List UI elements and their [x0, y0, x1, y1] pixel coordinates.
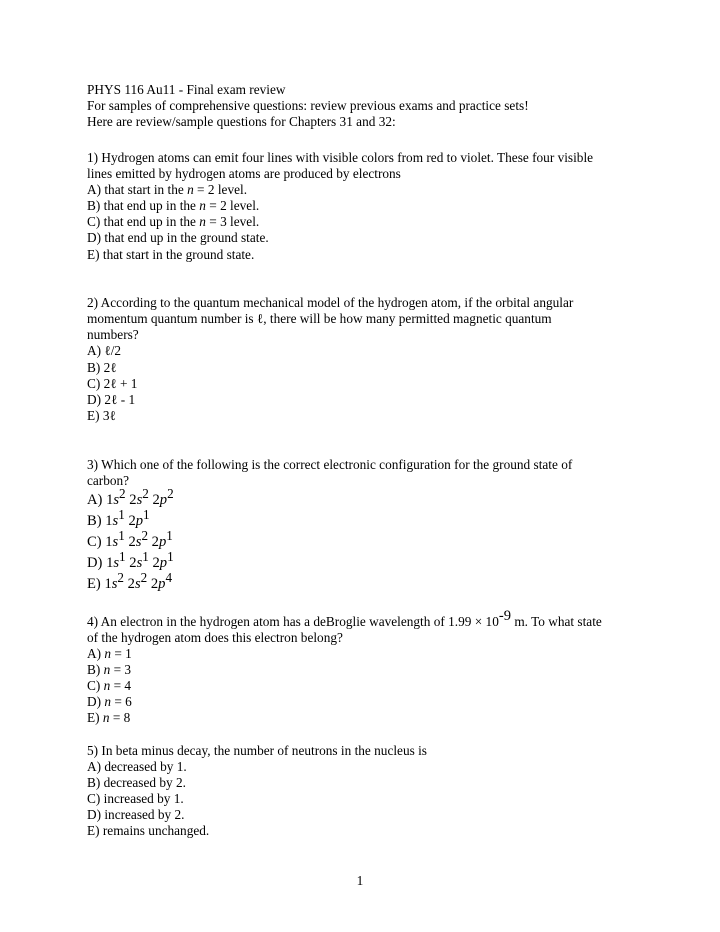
q1-option-b: B) that end up in the n = 2 level.: [87, 198, 260, 213]
q2-option-e: E) 3ℓ: [87, 408, 116, 423]
q2-option-a: A) ℓ/2: [87, 343, 122, 358]
q4-option-b: B) n = 3: [87, 662, 132, 677]
doc-intro: Here are review/sample questions for Chapters 31 and 32:: [87, 114, 396, 129]
q2-stem-line2: momentum quantum number is ℓ, there will be how many permitted magnetic quantum: [87, 311, 552, 326]
q3-option-e: E) 1s2 2s2 2p4: [87, 570, 172, 592]
q5-option-d: D) increased by 2.: [87, 807, 185, 822]
q3-option-d: D) 1s1 2s1 2p1: [87, 549, 174, 571]
q5-option-a: A) decreased by 1.: [87, 759, 187, 774]
q3-stem-line2: carbon?: [87, 473, 130, 488]
q1-option-c: C) that end up in the n = 3 level.: [87, 214, 260, 229]
q4-option-c: C) n = 4: [87, 678, 132, 693]
q4-option-d: D) n = 6: [87, 694, 132, 709]
q1-option-a: A) that start in the n = 2 level.: [87, 182, 248, 197]
q1-option-d: D) that end up in the ground state.: [87, 230, 269, 245]
page-number: 1: [356, 873, 364, 888]
q4-option-e: E) n = 8: [87, 710, 131, 725]
q4-stem-line2: of the hydrogen atom does this electron belong?: [87, 630, 343, 645]
q1-option-e: E) that start in the ground state.: [87, 247, 255, 262]
q4-option-a: A) n = 1: [87, 646, 132, 661]
q2-stem-line3: numbers?: [87, 327, 139, 342]
q5-option-b: B) decreased by 2.: [87, 775, 186, 790]
q3-option-c: C) 1s1 2s2 2p1: [87, 528, 173, 550]
q4-stem-line1: 4) An electron in the hydrogen atom has a deBroglie wavelength of 1.99 × 10-9 m. To what state: [87, 607, 602, 629]
q3-option-b: B) 1s1 2p1: [87, 507, 150, 529]
q1-stem-line1: 1) Hydrogen atoms can emit four lines with visible colors from red to violet. These four visible: [87, 150, 594, 165]
q3-stem-line1: 3) Which one of the following is the correct electronic configuration for the ground state of: [87, 457, 573, 472]
q2-option-c: C) 2ℓ + 1: [87, 376, 138, 391]
q5-option-e: E) remains unchanged.: [87, 823, 210, 838]
q2-stem-line1: 2) According to the quantum mechanical model of the hydrogen atom, if the orbital angular: [87, 295, 574, 310]
doc-note: For samples of comprehensive questions: review previous exams and practice sets!: [87, 98, 529, 113]
doc-title: PHYS 116 Au11 - Final exam review: [87, 82, 286, 97]
q5-option-c: C) increased by 1.: [87, 791, 184, 806]
q2-option-b: B) 2ℓ: [87, 360, 117, 375]
q2-option-d: D) 2ℓ - 1: [87, 392, 136, 407]
q1-stem-line2: lines emitted by hydrogen atoms are produced by electrons: [87, 166, 401, 181]
q3-option-a: A) 1s2 2s2 2p2: [87, 486, 174, 508]
q5-stem: 5) In beta minus decay, the number of neutrons in the nucleus is: [87, 743, 427, 758]
